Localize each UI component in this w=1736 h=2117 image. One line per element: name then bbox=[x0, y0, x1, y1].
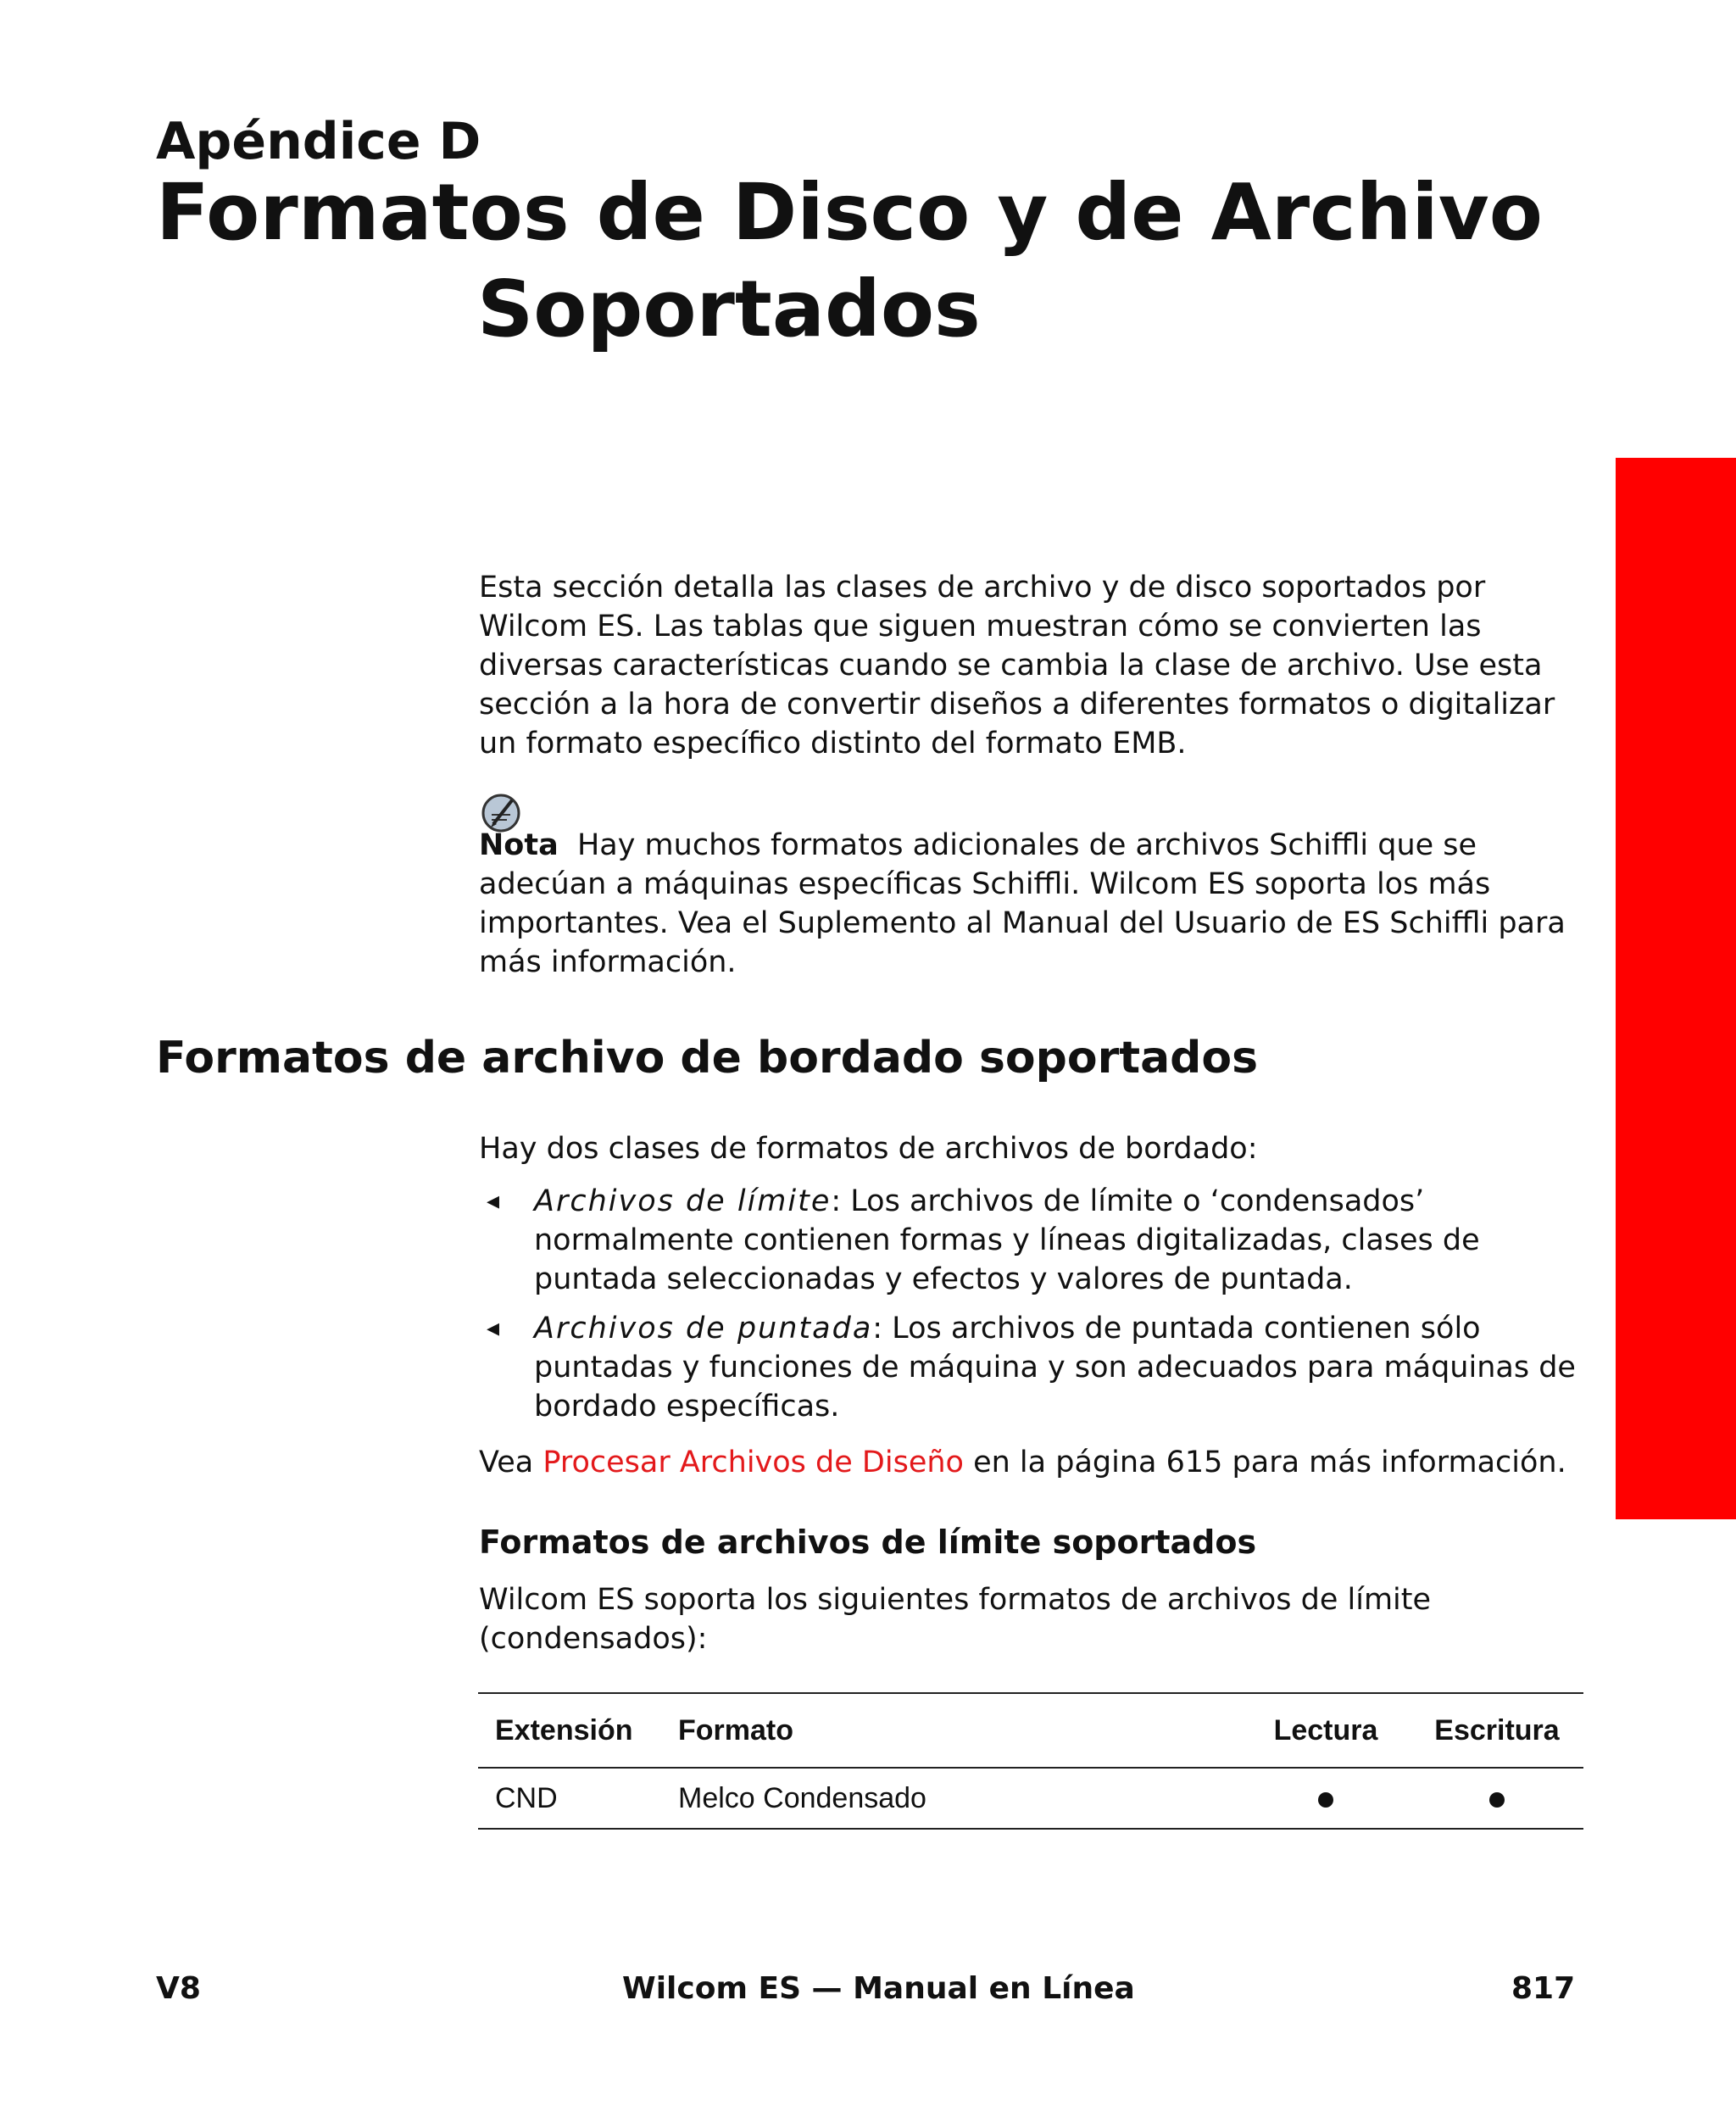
page-title-line2: Soportados bbox=[477, 264, 981, 354]
bullet-term: Archivos de límite bbox=[534, 1184, 832, 1218]
formats-table bbox=[478, 1692, 1583, 1830]
see-link[interactable]: Procesar Archivos de Diseño bbox=[542, 1446, 964, 1479]
bullet-arrow-icon: ◂ bbox=[487, 1313, 500, 1343]
section-heading: Formatos de archivo de bordado soportados bbox=[156, 1033, 1259, 1084]
bullet-arrow-icon: ◂ bbox=[487, 1186, 500, 1216]
note-paragraph bbox=[479, 826, 1598, 982]
col-write: Escritura bbox=[1434, 1713, 1560, 1747]
bullet-text: : Los archivos de límite o ‘condensados’ normalmente contienen formas y líneas digitalizadas, clases de puntada seleccionadas y efectos y valores de puntada. bbox=[534, 1184, 1480, 1296]
note-text: Hay muchos formatos adicionales de archivos Schiffli que se adecúan a máquinas específicas Schiffli. Wilcom ES soporta los más importantes. Vea el Suplemento al Manual del Usuario de ES Schiffli para más información. bbox=[479, 828, 1566, 979]
page-title-line1: Formatos de Disco y de Archivo bbox=[156, 167, 1543, 258]
see-prefix: Vea bbox=[479, 1446, 543, 1479]
cell-format: Melco Condensado bbox=[678, 1781, 926, 1814]
table-row bbox=[478, 1768, 1583, 1829]
table-header-row bbox=[478, 1693, 1583, 1768]
supported-dot-icon bbox=[1489, 1792, 1505, 1808]
see-suffix: en la página 615 para más información. bbox=[963, 1446, 1566, 1479]
bullet-term: Archivos de puntada bbox=[534, 1312, 873, 1345]
col-extension: Extensión bbox=[495, 1713, 633, 1747]
appendix-label: Apéndice D bbox=[156, 112, 481, 171]
list-item bbox=[534, 1182, 1585, 1299]
subsection-heading: Formatos de archivos de límite soportados bbox=[479, 1524, 1257, 1561]
intro-paragraph: Esta sección detalla las clases de archivo y de disco soportados por Wilcom ES. Las tablas que siguen muestran cómo se convierten las diversas características cuando se cambia la clase de archivo. Use esta sección a la hora de convertir diseños a diferentes formatos o digitalizar un formato específico distinto del formato EMB. bbox=[479, 571, 1555, 760]
cell-read bbox=[1241, 1768, 1410, 1829]
supported-dot-icon bbox=[1318, 1792, 1333, 1808]
footer-title: Wilcom ES — Manual en Línea bbox=[622, 1971, 1135, 2006]
footer-version: V8 bbox=[156, 1971, 201, 2006]
bullet-text: : Los archivos de puntada contienen sólo puntadas y funciones de máquina y son adecuados para máquinas de bordado específicas. bbox=[534, 1312, 1576, 1423]
footer-page-number: 817 bbox=[1511, 1971, 1576, 2006]
section-lead: Hay dos clases de formatos de archivos de bordado: bbox=[479, 1132, 1258, 1166]
col-read: Lectura bbox=[1273, 1713, 1378, 1747]
chapter-side-tab bbox=[1616, 458, 1736, 1519]
subsection-lead: Wilcom ES soporta los siguientes formatos de archivos de límite (condensados): bbox=[479, 1583, 1432, 1656]
see-also-paragraph bbox=[479, 1443, 1598, 1482]
cell-extension: CND bbox=[495, 1781, 558, 1814]
col-format: Formato bbox=[678, 1713, 793, 1747]
list-item bbox=[534, 1309, 1585, 1426]
cell-write bbox=[1410, 1768, 1583, 1829]
note-label: Nota bbox=[479, 828, 559, 862]
